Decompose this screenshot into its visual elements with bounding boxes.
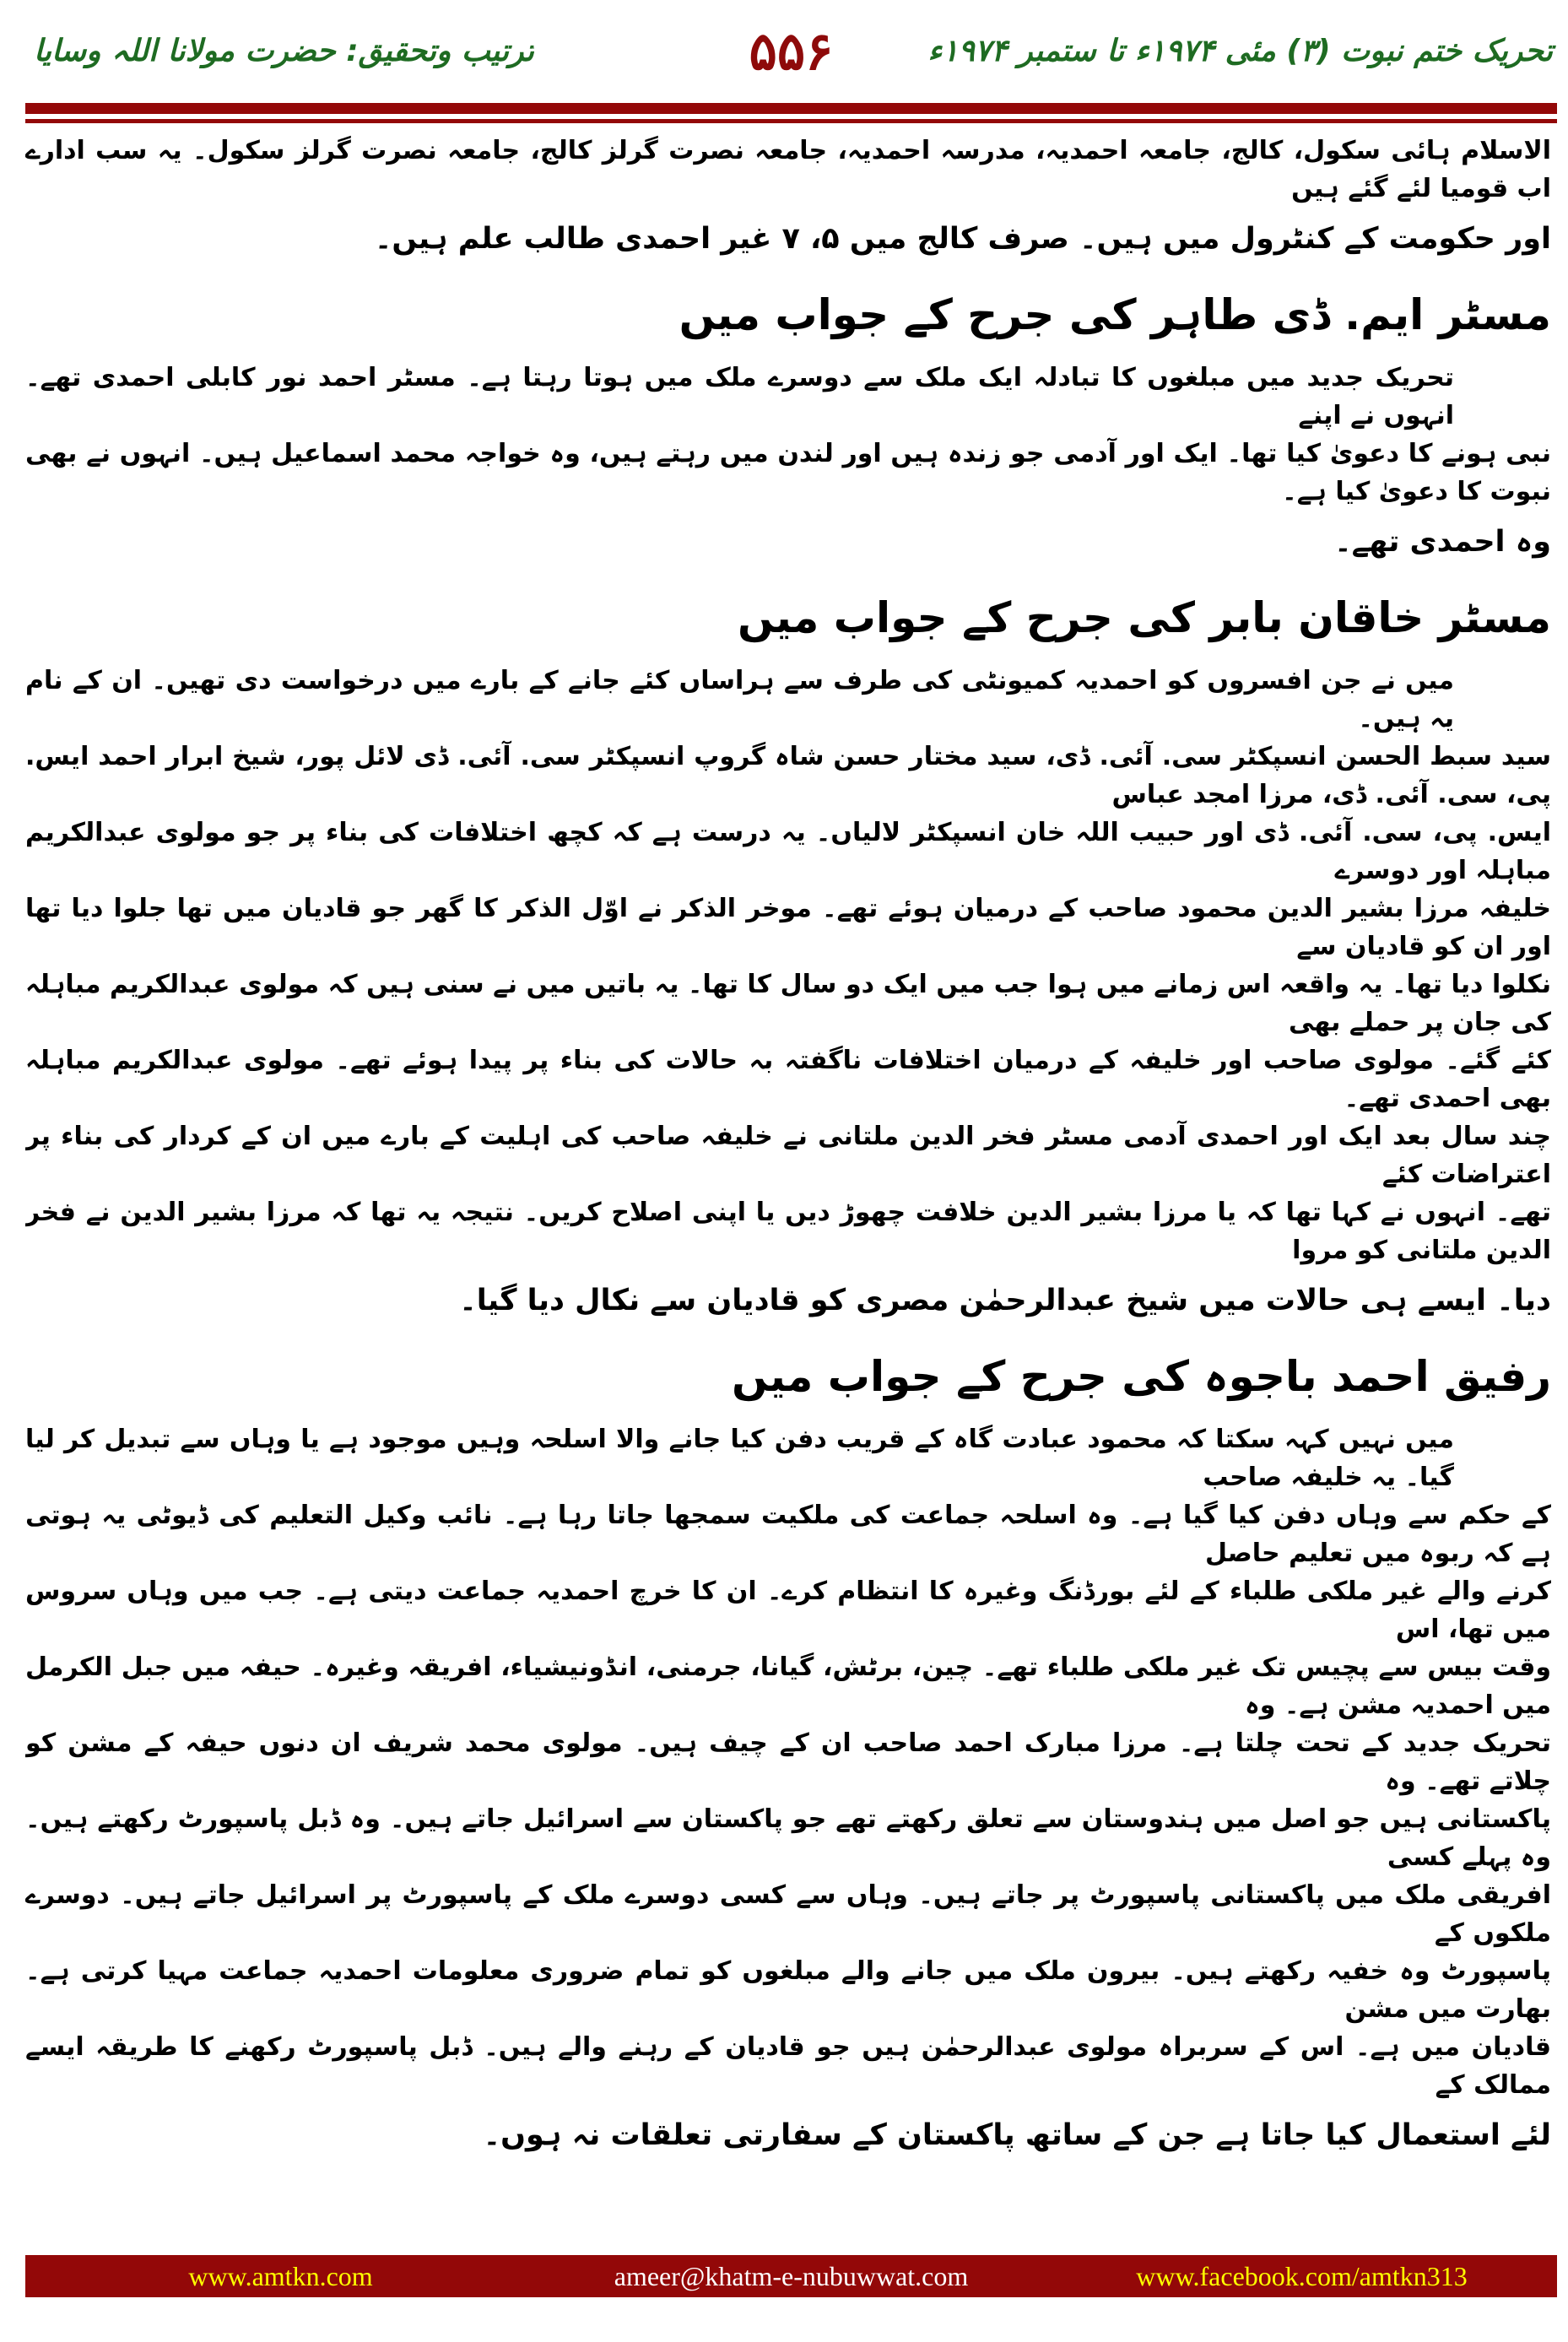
page-footer xyxy=(25,2255,1557,2297)
text-line: تھے۔ انہوں نے کہا تھا کہ یا مرزا بشیر الدین خلافت چھوڑ دیں یا اپنی اصلاح کریں۔ نتیجہ یہ تھا کہ مرزا بشیر الدین نے فخر الدین ملتانی کو مروا xyxy=(25,1198,1551,1265)
page-header xyxy=(25,10,1557,91)
text-line: تحریک جدید میں مبلغوں کا تبادلہ ایک ملک سے دوسرے ملک میں ہوتا رہتا ہے۔ مسٹر احمد نور کابلی احمدی تھے۔ انہوں نے اپنے xyxy=(25,363,1454,430)
text-line: تحریک جدید کے تحت چلتا ہے۔ مرزا مبارک احمد صاحب ان کے چیف ہیں۔ مولوی محمد شریف ان دنوں حیفہ کے مشن کو چلاتے تھے۔ وہ xyxy=(25,1728,1551,1796)
text-line: وقت بیس سے پچیس تک غیر ملکی طلباء تھے۔ چین، برٹش، گیانا، جرمنی، انڈونیشیاء، افریقہ وغیرہ۔ حیفہ میں جبل الکرمل میں احمدیہ مشن ہے۔ وہ xyxy=(25,1652,1551,1720)
text-line: میں نے جن افسروں کو احمدیہ کمیونٹی کی طرف سے ہراساں کئے جانے کے بارے میں درخواست دی تھیں۔ ان کے نام یہ ہیں۔ xyxy=(25,666,1454,733)
text-line: ایس. پی، سی. آئی. ڈی اور حبیب اللہ خان انسپکٹر لالیاں۔ یہ درست ہے کہ کچھ اختلافات کی بناء پر جو مولوی عبدالکریم مباہلہ اور دوسرے xyxy=(25,818,1551,885)
section-md-tahir xyxy=(25,271,1551,574)
text-line: چند سال بعد ایک اور احمدی آدمی مسٹر فخر الدین ملتانی نے خلیفہ صاحب کی اہلیت کے بارے میں ان کے کردار کی بناء پر اعتراضات کئے xyxy=(25,1122,1551,1189)
text-line: الاسلام ہائی سکول، کالج، جامعہ احمدیہ، مدرسہ احمدیہ، جامعہ نصرت گرلز کالج، جامعہ نصرت گرلز سکول۔ یہ سب ادارے اب قومیا لئے گئے ہیں xyxy=(25,136,1551,203)
text-line: اور حکومت کے کنٹرول میں ہیں۔ صرف کالج میں ۵، ۷ غیر احمدی طالب علم ہیں۔ xyxy=(374,222,1551,256)
text-line: کے حکم سے وہاں دفن کیا گیا ہے۔ وہ اسلحہ جماعت کی ملکیت سمجھا جاتا رہا ہے۔ نائب وکیل التعلیم کی ڈیوٹی یہ ہوتی ہے کہ ربوہ میں تعلیم حاصل xyxy=(25,1501,1551,1568)
header-rule-thin xyxy=(25,119,1557,123)
text-line: دیا۔ ایسے ہی حالات میں شیخ عبدالرحمٰن مصری کو قادیان سے نکال دیا گیا۔ xyxy=(459,1284,1551,1317)
text-line: نبی ہونے کا دعویٰ کیا تھا۔ ایک اور آدمی جو زندہ ہیں اور لندن میں رہتے ہیں، وہ خواجہ محمد اسماعیل ہیں۔ انہوں نے بھی نبوت کا دعویٰ کیا ہے۔ xyxy=(25,439,1551,506)
section-heading: مسٹر خاقان بابر کی جرح کے جواب میں xyxy=(738,593,1551,642)
section-heading: رفیق احمد باجوہ کی جرح کے جواب میں xyxy=(732,1352,1551,1401)
text-line: خلیفہ مرزا بشیر الدین محمود صاحب کے درمیان ہوئے تھے۔ موخر الذکر نے اوّل الذکر کا گھر جو قادیان میں تھا جلوا دیا تھا اور ان کو قادیان سے xyxy=(25,894,1551,961)
website-link[interactable]: www.amtkn.com xyxy=(188,2260,373,2291)
text-line: پاسپورٹ وہ خفیہ رکھتے ہیں۔ بیرون ملک میں جانے والے مبلغوں کو تمام ضروری معلومات احمدیہ جماعت مہیا کرتی ہے۔ بھارت میں مشن xyxy=(25,1956,1551,2024)
section-rafiq-bajwa xyxy=(25,1333,1551,2167)
text-line: سید سبط الحسن انسپکٹر سی. آئی. ڈی، سید مختار حسن شاہ گروپ انسپکٹر سی. آئی. ڈی لائل پور، شیخ ابرار احمد ایس. پی، سی. آئی. ڈی، مرزا امجد عباس xyxy=(25,742,1551,809)
email-link[interactable]: ameer@khatm-e-nubuwwat.com xyxy=(614,2260,969,2291)
text-line: میں نہیں کہہ سکتا کہ محمود عبادت گاہ کے قریب دفن کیا جانے والا اسلحہ وہیں موجود ہے یا وہاں سے تبدیل کر لیا گیا۔ یہ خلیفہ صاحب xyxy=(25,1425,1454,1492)
header-rule-thick xyxy=(25,103,1557,114)
text-line: کئے گئے۔ مولوی صاحب اور خلیفہ کے درمیان اختلافات ناگفتہ بہ حالات کی بناء پر پیدا ہوئے تھے۔ مولوی عبدالکریم مباہلہ بھی احمدی تھے۔ xyxy=(25,1046,1551,1113)
compiler-credit: ترتیب وتحقیق: حضرت مولانا اللہ وسایا xyxy=(34,33,535,68)
text-line: نکلوا دیا تھا۔ یہ واقعہ اس زمانے میں ہوا جب میں ایک دو سال کا تھا۔ یہ باتیں میں نے سنی ہیں کہ مولوی عبدالکریم مباہلہ کی جان پر حملے بھی xyxy=(25,970,1551,1037)
text-line: قادیان میں ہے۔ اس کے سربراہ مولوی عبدالرحمٰن ہیں جو قادیان کے رہنے والے ہیں۔ ڈبل پاسپورٹ رکھنے کا طریقہ ایسے ممالک کے xyxy=(25,2032,1551,2100)
book-title: تحریک ختم نبوت (۳) مئی ۱۹۷۴ء تا ستمبر ۱۹۷۴ء xyxy=(927,33,1553,68)
facebook-link[interactable]: www.facebook.com/amtkn313 xyxy=(1136,2260,1468,2291)
text-line: لئے استعمال کیا جاتا ہے جن کے ساتھ پاکستان کے سفارتی تعلقات نہ ہوں۔ xyxy=(483,2118,1551,2152)
text-line: پاکستانی ہیں جو اصل میں ہندوستان سے تعلق رکھتے تھے جو پاکستان سے اسرائیل جاتے ہیں۔ وہ ڈبل پاسپورٹ رکھتے ہیں۔ وہ پہلے کسی xyxy=(25,1804,1551,1872)
section-khaqan-babar xyxy=(25,574,1551,1333)
text-line: وہ احمدی تھے۔ xyxy=(1334,525,1551,559)
text-line: کرنے والے غیر ملکی طلباء کے لئے بورڈنگ وغیرہ کا انتظام کرے۔ ان کا خرچ احمدیہ جماعت دیتی ہے۔ جب میں وہاں سروس میں تھا، اس xyxy=(25,1577,1551,1644)
page-number: ۵۵۶ xyxy=(749,19,834,82)
page-content xyxy=(25,132,1551,2167)
section-heading: مسٹر ایم. ڈی طاہر کی جرح کے جواب میں xyxy=(679,290,1551,339)
text-line: افریقی ملک میں پاکستانی پاسپورٹ پر جاتے ہیں۔ وہاں سے کسی دوسرے ملک کے پاسپورٹ پر اسرائیل جاتے ہیں۔ دوسرے ملکوں کے xyxy=(25,1880,1551,1948)
intro-paragraph xyxy=(25,132,1551,271)
